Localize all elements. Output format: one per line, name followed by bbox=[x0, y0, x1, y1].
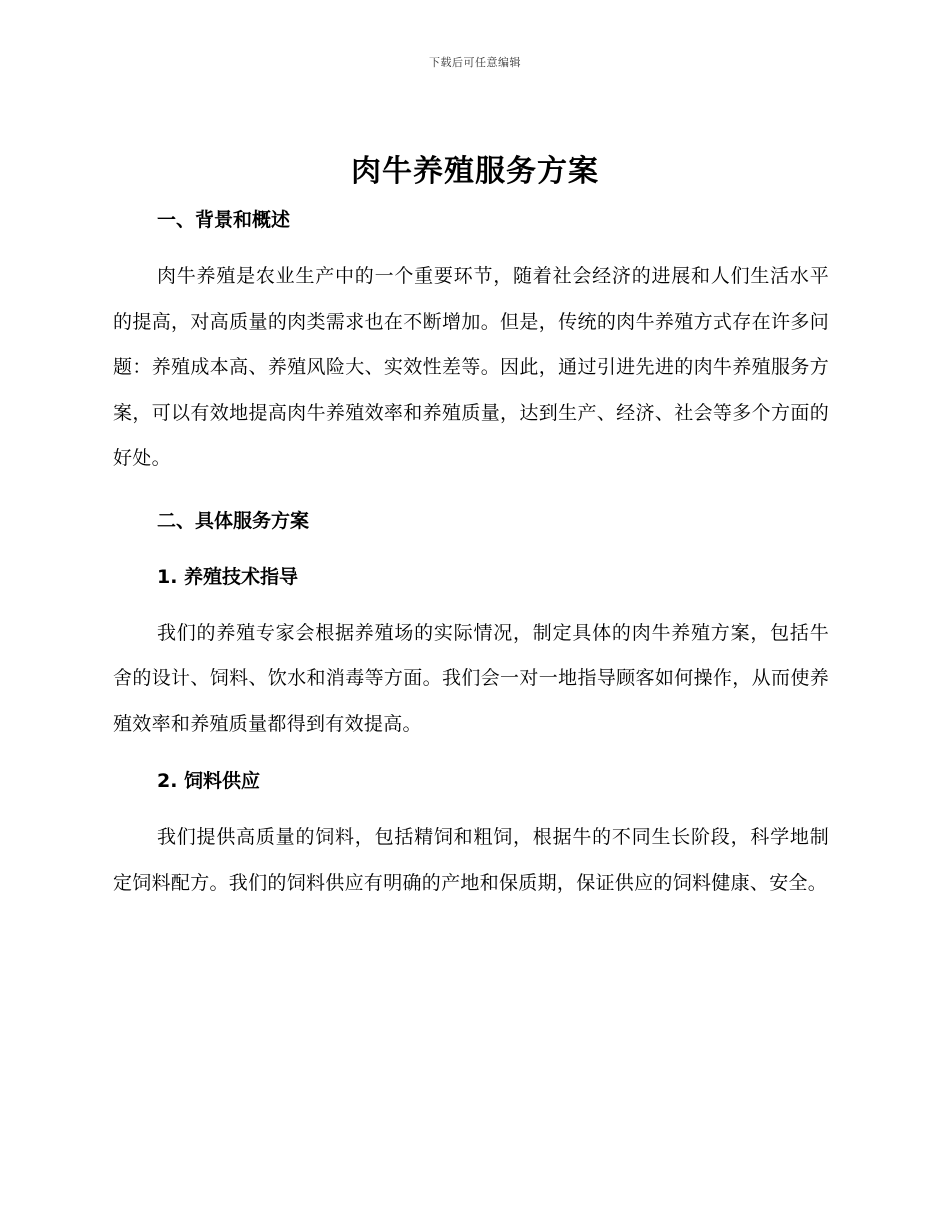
document-title: 肉牛养殖服务方案 bbox=[351, 154, 599, 189]
subsection-heading-technical-guidance: 1. 养殖技术指导 bbox=[157, 565, 299, 588]
paragraph-feed-supply: 我们提供高质量的饲料，包括精饲和粗饲，根据牛的不同生长阶段，科学地制定饲料配方。我们的饲料供应有明确的产地和保质期，保证供应的饲料健康、安全。 bbox=[113, 826, 829, 894]
header-note: 下载后可任意编辑 bbox=[429, 56, 521, 69]
subsection-heading-feed-supply: 2. 饲料供应 bbox=[157, 770, 261, 792]
document-body bbox=[113, 203, 829, 906]
section-heading-service-plan: 二、具体服务方案 bbox=[157, 509, 310, 532]
paragraph-technical-guidance: 我们的养殖专家会根据养殖场的实际情况，制定具体的肉牛养殖方案，包括牛舍的设计、饲料、饮水和消毒等方面。我们会一对一地指导顾客如何操作，从而使养殖效率和养殖质量都得到有效提高。 bbox=[113, 621, 829, 735]
section-heading-background: 一、背景和概述 bbox=[157, 209, 291, 231]
paragraph-background: 肉牛养殖是农业生产中的一个重要环节，随着社会经济的进展和人们生活水平的提高，对高质量的肉类需求也在不断增加。但是，传统的肉牛养殖方式存在许多问题：养殖成本高、养殖风险大、实效性差等。因此，通过引进先进的肉牛养殖服务方案，可以有效地提高肉牛养殖效率和养殖质量，达到生产、经济、社会等多个方面的好处。 bbox=[113, 265, 829, 469]
